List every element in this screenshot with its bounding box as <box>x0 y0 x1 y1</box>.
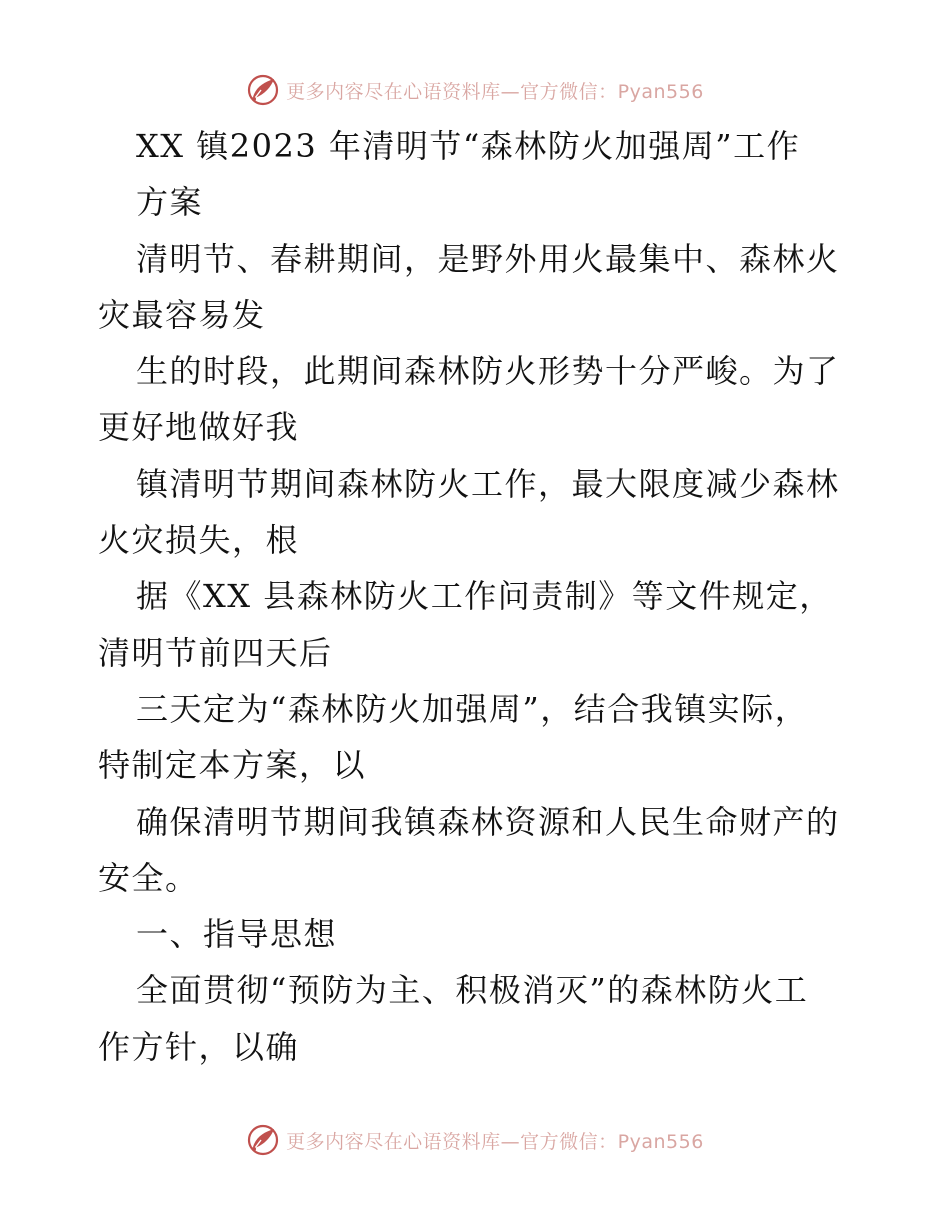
pen-nib-circle-icon <box>246 73 280 107</box>
pen-nib-circle-icon <box>246 1123 280 1157</box>
text-line: 镇清明节期间森林防火工作，最大限度减少森林 <box>136 464 840 503</box>
watermark-footer-text: 更多内容尽在心语资料库—官方微信：Pyan556 <box>286 1130 704 1153</box>
text-line: 据《XX 县森林防火工作问责制》等文件规定， <box>136 577 833 616</box>
text-line: 方案 <box>136 183 204 222</box>
text-line: 确保清明节期间我镇森林资源和人民生命财产的 <box>136 802 840 841</box>
text-line: 灾最容易发 <box>98 295 266 334</box>
watermark-header <box>0 70 950 110</box>
watermark-header-text: 更多内容尽在心语资料库—官方微信：Pyan556 <box>286 80 704 103</box>
text-line: 安全。 <box>98 858 199 897</box>
text-line: 生的时段，此期间森林防火形势十分严峻。为了 <box>136 352 840 391</box>
text-line: 特制定本方案，以 <box>98 746 367 785</box>
watermark-footer <box>0 1120 950 1160</box>
text-line: 火灾损失，根 <box>98 521 300 560</box>
watermark-footer-inner <box>246 1123 704 1157</box>
watermark-header-inner <box>246 73 704 107</box>
text-line: 全面贯彻“预防为主、积极消灭”的森林防火工 <box>136 971 809 1010</box>
text-line: 清明节前四天后 <box>98 633 333 672</box>
document-body <box>98 118 858 1075</box>
text-line: 清明节、春耕期间，是野外用火最集中、森林火 <box>136 239 840 278</box>
text-line: 一、指导思想 <box>136 915 338 954</box>
text-line: XX 镇2023 年清明节“森林防火加强周”工作 <box>136 127 801 165</box>
text-line: 更好地做好我 <box>98 408 300 447</box>
text-line: 作方针，以确 <box>98 1027 300 1066</box>
text-line: 三天定为“森林防火加强周”，结合我镇实际， <box>136 689 809 728</box>
